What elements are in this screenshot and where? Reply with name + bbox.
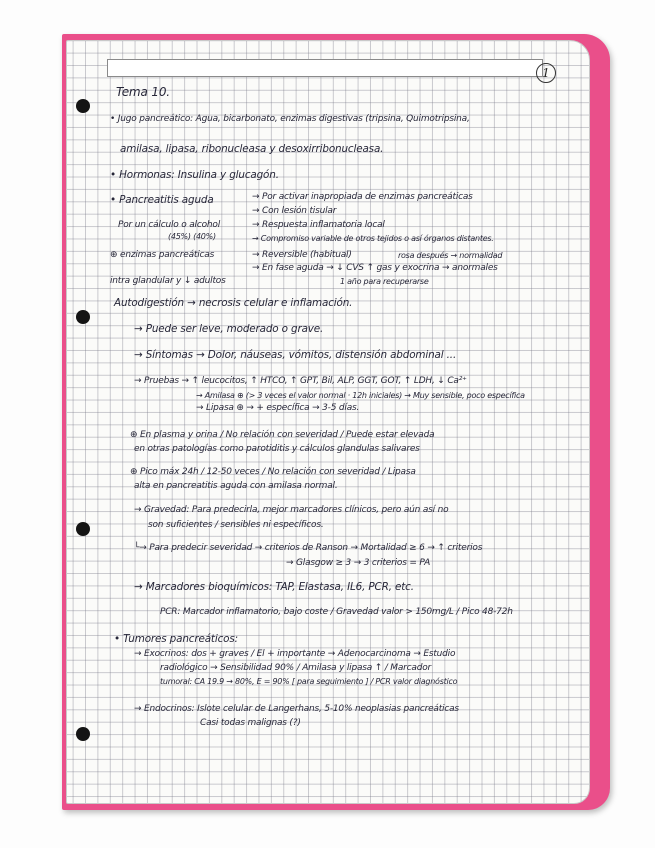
- note-line: → Síntomas → Dolor, náuseas, vómitos, distensión abdominal ...: [134, 349, 457, 361]
- note-line: • Hormonas: Insulina y glucagón.: [110, 169, 279, 181]
- note-line: Casi todas malignas (?): [200, 718, 301, 728]
- note-line: • Tumores pancreáticos:: [114, 633, 238, 645]
- note-line: └→ Para predecir severidad → criterios de Ranson → Mortalidad ≥ 6 → ↑ criterios: [134, 543, 483, 553]
- note-line: • Pancreatitis aguda: [110, 194, 214, 206]
- note-title: Tema 10.: [116, 85, 170, 99]
- note-line: • Jugo pancreático: Agua, bicarbonato, enzimas digestivas (tripsina, Quimotripsina,: [110, 114, 470, 124]
- note-line: ⊕ enzimas pancreáticas: [110, 250, 215, 260]
- note-line: en otras patologías como parotiditis y cálculos glandulas salivares: [134, 444, 420, 454]
- note-line: → Gravedad: Para predecirla, mejor marcadores clínicos, pero aún así no: [134, 505, 449, 515]
- note-line: → Con lesión tisular: [252, 206, 337, 216]
- header-box: [107, 59, 543, 77]
- note-line: son suficientes / sensibles ni específicos.: [148, 520, 324, 530]
- page-number: 1: [536, 63, 556, 83]
- binder-hole: [76, 522, 90, 536]
- note-line: → Marcadores bioquímicos: TAP, Elastasa, IL6, PCR, etc.: [134, 581, 414, 593]
- note-line: → Glasgow ≥ 3 → 3 criterios = PA: [286, 558, 431, 568]
- note-line: → Por activar inapropiada de enzimas pancreáticas: [252, 192, 473, 202]
- binder-hole: [76, 727, 90, 741]
- note-line: intra glandular y ↓ adultos: [110, 276, 226, 286]
- note-line: ⊕ En plasma y orina / No relación con severidad / Puede estar elevada: [130, 430, 435, 440]
- note-line: ⊕ Pico máx 24h / 12-50 veces / No relación con severidad / Lipasa: [130, 467, 416, 477]
- note-line: → Puede ser leve, moderado o grave.: [134, 323, 324, 335]
- binder-hole: [76, 310, 90, 324]
- note-line: → Amilasa ⊕ (> 3 veces el valor normal · 12h iniciales) → Muy sensible, poco específica: [196, 391, 525, 400]
- note-line: → Compromiso variable de otros tejidos o así órganos distantes.: [252, 234, 494, 243]
- note-line: (45%) (40%): [168, 232, 216, 241]
- note-line: → Respuesta inflamatoria local: [252, 220, 385, 230]
- note-line: → Pruebas → ↑ leucocitos, ↑ HTCO, ↑ GPT, Bil, ALP, GGT, GOT, ↑ LDH, ↓ Ca²⁺: [134, 376, 467, 386]
- note-line: PCR: Marcador inflamatorio, bajo coste / Gravedad valor > 150mg/L / Pico 48-72h: [160, 607, 513, 617]
- binder-hole: [76, 99, 90, 113]
- note-line: → Lipasa ⊕ → + específica → 3-5 días.: [196, 403, 360, 413]
- note-line: 1 año para recuperarse: [340, 277, 429, 286]
- note-line: amilasa, lipasa, ribonucleasa y desoxirribonucleasa.: [120, 143, 384, 155]
- note-line: Autodigestión → necrosis celular e inflamación.: [114, 297, 353, 309]
- note-line: → Endocrinos: Islote celular de Langerhans, 5-10% neoplasias pancreáticas: [134, 704, 459, 714]
- note-line: radiológico → Sensibilidad 90% / Amilasa y lipasa ↑ / Marcador: [160, 663, 432, 673]
- note-line: Por un cálculo o alcohol: [118, 220, 220, 230]
- note-line: → Reversible (habitual): [252, 250, 352, 260]
- note-line: tumoral: CA 19.9 → 80%, E = 90% [ para seguimiento ] / PCR valor diagnóstico: [160, 677, 458, 686]
- note-line: alta en pancreatitis aguda con amilasa normal.: [134, 481, 338, 491]
- note-line: rosa después → normalidad: [398, 251, 503, 260]
- note-line: → En fase aguda → ↓ CVS ↑ gas y exocrina → anormales: [252, 263, 498, 273]
- note-line: → Exocrinos: dos + graves / El + importante → Adenocarcinoma → Estudio: [134, 649, 456, 659]
